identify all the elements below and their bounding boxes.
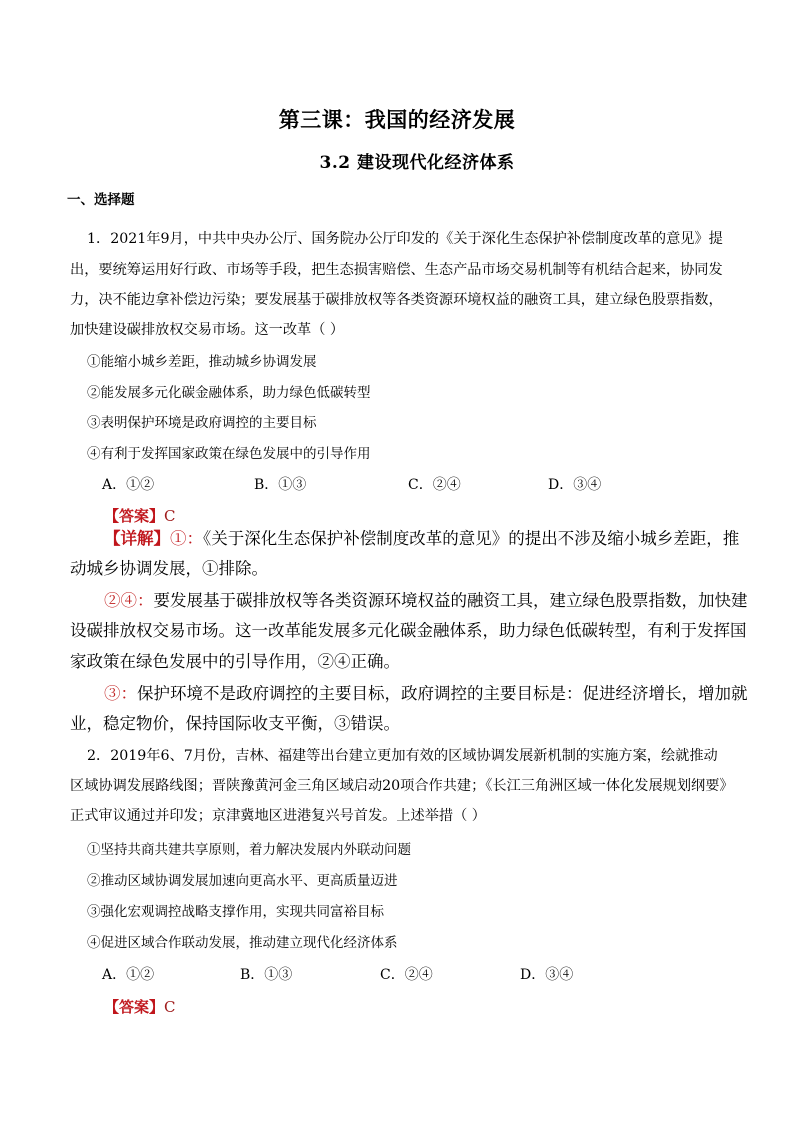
q1-choice-c: C．②④ <box>408 477 461 493</box>
detail-label: 【详解】 <box>104 529 170 548</box>
q2-stem-line: 区域协调发展路线图；晋陕豫黄河金三角区域启动20项合作共建；《长江三角洲区域一体化发展规划纲要》 <box>70 778 734 794</box>
answer-label: 【答案】 <box>104 507 165 525</box>
detail-prefix: ②④： <box>104 591 154 610</box>
q1-option: ②能发展多元化碳金融体系，助力绿色低碳转型 <box>87 385 371 401</box>
q1-stem-line: 力，决不能边拿补偿边污染；要发展基于碳排放权等各类资源环境权益的融资工具，建立绿色股票指数， <box>70 292 723 308</box>
q1-option: ①能缩小城乡差距，推动城乡协调发展 <box>87 354 317 370</box>
q1-detail-line <box>104 527 739 551</box>
q2-answer <box>104 996 176 1018</box>
q2-choice-b: B．①③ <box>240 967 293 983</box>
detail-prefix: ①： <box>170 529 203 548</box>
answer-value: C <box>164 998 176 1016</box>
q2-option: ③强化宏观调控战略支撑作用，实现共同富裕目标 <box>87 904 384 920</box>
q1-option: ③表明保护环境是政府调控的主要目标 <box>87 415 317 431</box>
q1-stem-line: 加快建设碳排放权交易市场。这一改革（ ） <box>70 322 345 338</box>
q2-choice-d: D．③④ <box>520 967 574 983</box>
q2-stem-line: 2．2019年6、7月份，吉林、福建等出台建立更加有效的区域协调发展新机制的实施方案，绘就推动 <box>87 748 718 764</box>
detail-prefix: ③： <box>104 684 137 703</box>
detail-text: 要发展基于碳排放权等各类资源环境权益的融资工具，建立绿色股票指数，加快建 <box>153 591 748 610</box>
lesson-title: 第三课：我国的经济发展 <box>278 107 516 132</box>
detail-text: 业，稳定物价，保持国际收支平衡，③错误。 <box>70 714 400 733</box>
q2-option: ④促进区域合作联动发展，推动建立现代化经济体系 <box>87 935 398 951</box>
answer-label: 【答案】 <box>104 998 165 1016</box>
q1-stem-line: 1．2021年9月，中共中央办公厅、国务院办公厅印发的《关于深化生态保护补偿制度改革的意见》提 <box>87 231 723 247</box>
q1-detail-line <box>70 650 400 674</box>
detail-text: 保护环境不是政府调控的主要目标，政府调控的主要目标是：促进经济增长，增加就 <box>137 684 748 703</box>
q1-detail-line <box>104 682 748 706</box>
q1-choice-d: D．③④ <box>548 477 602 493</box>
detail-text: 《关于深化生态保护补偿制度改革的意见》的提出不涉及缩小城乡差距，推 <box>203 529 740 548</box>
answer-value: C <box>164 507 176 525</box>
q1-choice-b: B．①③ <box>254 477 307 493</box>
detail-text: 设碳排放权交易市场。这一改革能发展多元化碳金融体系，助力绿色低碳转型，有利于发挥国 <box>70 621 747 640</box>
q2-choice-a: A．①② <box>102 967 155 983</box>
q1-detail-line <box>70 712 400 736</box>
q2-option: ②推动区域协调发展加速向更高水平、更高质量迈进 <box>87 873 398 889</box>
q2-option: ①坚持共商共建共享原则，着力解决发展内外联动问题 <box>87 842 411 858</box>
detail-text: 动城乡协调发展，①排除。 <box>70 559 268 578</box>
q1-option: ④有利于发挥国家政策在绿色发展中的引导作用 <box>87 446 371 462</box>
q1-detail-line <box>70 557 268 581</box>
section-subtitle: 3.2 建设现代化经济体系 <box>319 153 515 173</box>
q2-choice-c: C．②④ <box>380 967 433 983</box>
section-heading: 一、选择题 <box>67 192 135 208</box>
q1-detail-line <box>104 589 748 613</box>
q1-answer <box>104 505 176 527</box>
q2-stem-line: 正式审议通过并印发；京津冀地区进港复兴号首发。上述举措（ ） <box>70 808 486 824</box>
q1-stem-line: 出，要统筹运用好行政、市场等手段，把生态损害赔偿、生态产品市场交易机制等有机结合起来，协同发 <box>70 262 723 278</box>
q1-detail-line <box>70 619 747 643</box>
q1-choice-a: A．①② <box>102 477 155 493</box>
detail-text: 家政策在绿色发展中的引导作用，②④正确。 <box>70 652 400 671</box>
